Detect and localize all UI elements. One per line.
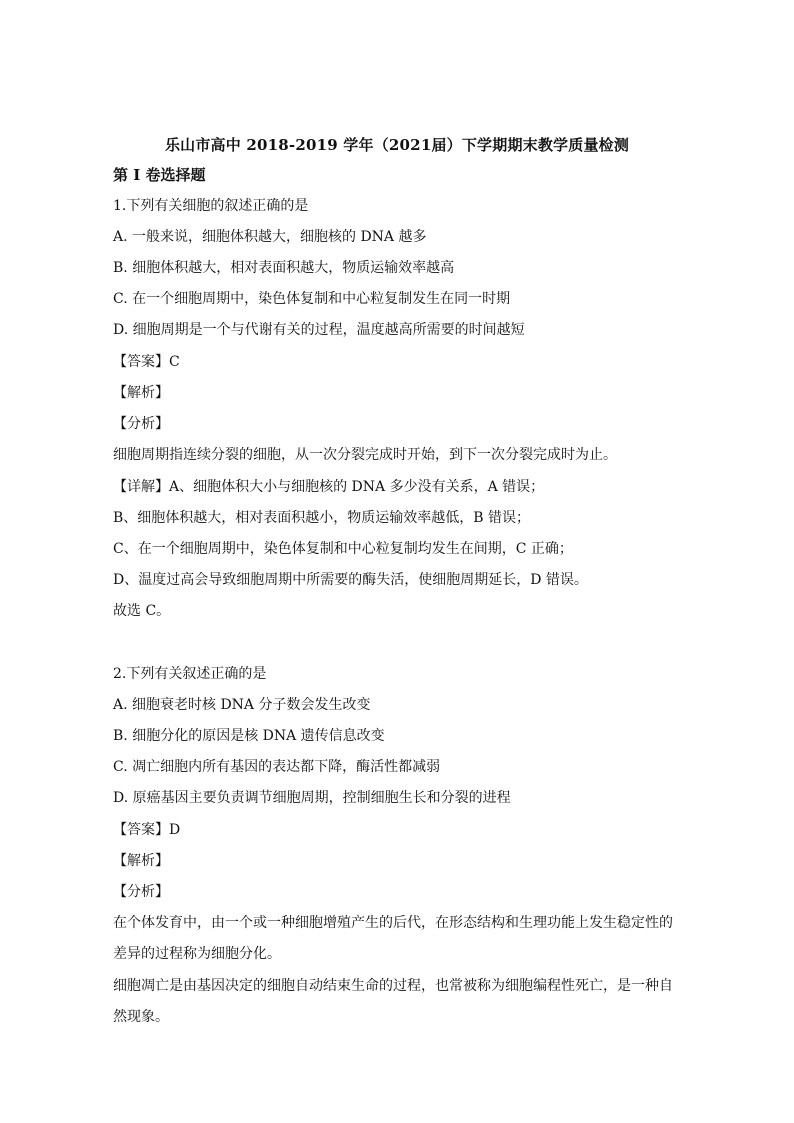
q2-option-b: B. 细胞分化的原因是核 DNA 遗传信息改变 bbox=[113, 728, 385, 744]
q2-jiexi-label: 【解析】 bbox=[113, 853, 169, 869]
q1-fenxi-label: 【分析】 bbox=[113, 416, 169, 432]
q2-answer: 【答案】D bbox=[113, 822, 181, 838]
q2-option-a: A. 细胞衰老时核 DNA 分子数会发生改变 bbox=[113, 697, 371, 713]
q1-option-d: D. 细胞周期是一个与代谢有关的过程，温度越高所需要的时间越短 bbox=[113, 322, 525, 338]
q2-analysis-1-line-1: 在个体发育中，由一个或一种细胞增殖产生的后代，在形态结构和生理功能上发生稳定性的 bbox=[113, 915, 673, 931]
q1-conclusion: 故选 C。 bbox=[113, 603, 171, 619]
q1-stem: 1.下列有关细胞的叙述正确的是 bbox=[113, 198, 309, 214]
q1-answer: 【答案】C bbox=[113, 354, 180, 370]
q2-analysis-2-line-2: 然现象。 bbox=[113, 1009, 169, 1025]
q1-detail-a: 【详解】A、细胞体积大小与细胞核的 DNA 多少没有关系，A 错误； bbox=[113, 479, 545, 495]
q1-analysis: 细胞周期指连续分裂的细胞，从一次分裂完成时开始，到下一次分裂完成时为止。 bbox=[113, 447, 617, 463]
q1-detail-b: B、细胞体积越大，相对表面积越小，物质运输效率越低，B 错误； bbox=[113, 510, 531, 526]
q2-fenxi-label: 【分析】 bbox=[113, 884, 169, 900]
q1-detail-c: C、在一个细胞周期中，染色体复制和中心粒复制均发生在间期，C 正确； bbox=[113, 541, 573, 557]
q1-option-a: A. 一般来说，细胞体积越大，细胞核的 DNA 越多 bbox=[113, 229, 427, 245]
q1-jiexi-label: 【解析】 bbox=[113, 385, 169, 401]
section-heading: 第 I 卷选择题 bbox=[113, 166, 206, 184]
q1-detail-d: D、温度过高会导致细胞周期中所需要的酶失活，使细胞周期延长，D 错误。 bbox=[113, 572, 588, 588]
q2-analysis-2-line-1: 细胞凋亡是由基因决定的细胞自动结束生命的过程，也常被称为细胞编程性死亡，是一种自 bbox=[113, 978, 673, 994]
q1-option-c: C. 在一个细胞周期中，染色体复制和中心粒复制发生在同一时期 bbox=[113, 291, 511, 307]
q2-analysis-1-line-2: 差异的过程称为细胞分化。 bbox=[113, 946, 281, 962]
q2-option-c: C. 凋亡细胞内所有基因的表达都下降，酶活性都减弱 bbox=[113, 759, 441, 775]
document-title: 乐山市高中 2018-2019 学年（2021届）下学期期末教学质量检测 bbox=[164, 136, 630, 154]
q1-option-b: B. 细胞体积越大，相对表面积越大，物质运输效率越高 bbox=[113, 260, 455, 276]
q2-option-d: D. 原癌基因主要负责调节细胞周期，控制细胞生长和分裂的进程 bbox=[113, 790, 511, 806]
q2-stem: 2.下列有关叙述正确的是 bbox=[113, 666, 267, 682]
